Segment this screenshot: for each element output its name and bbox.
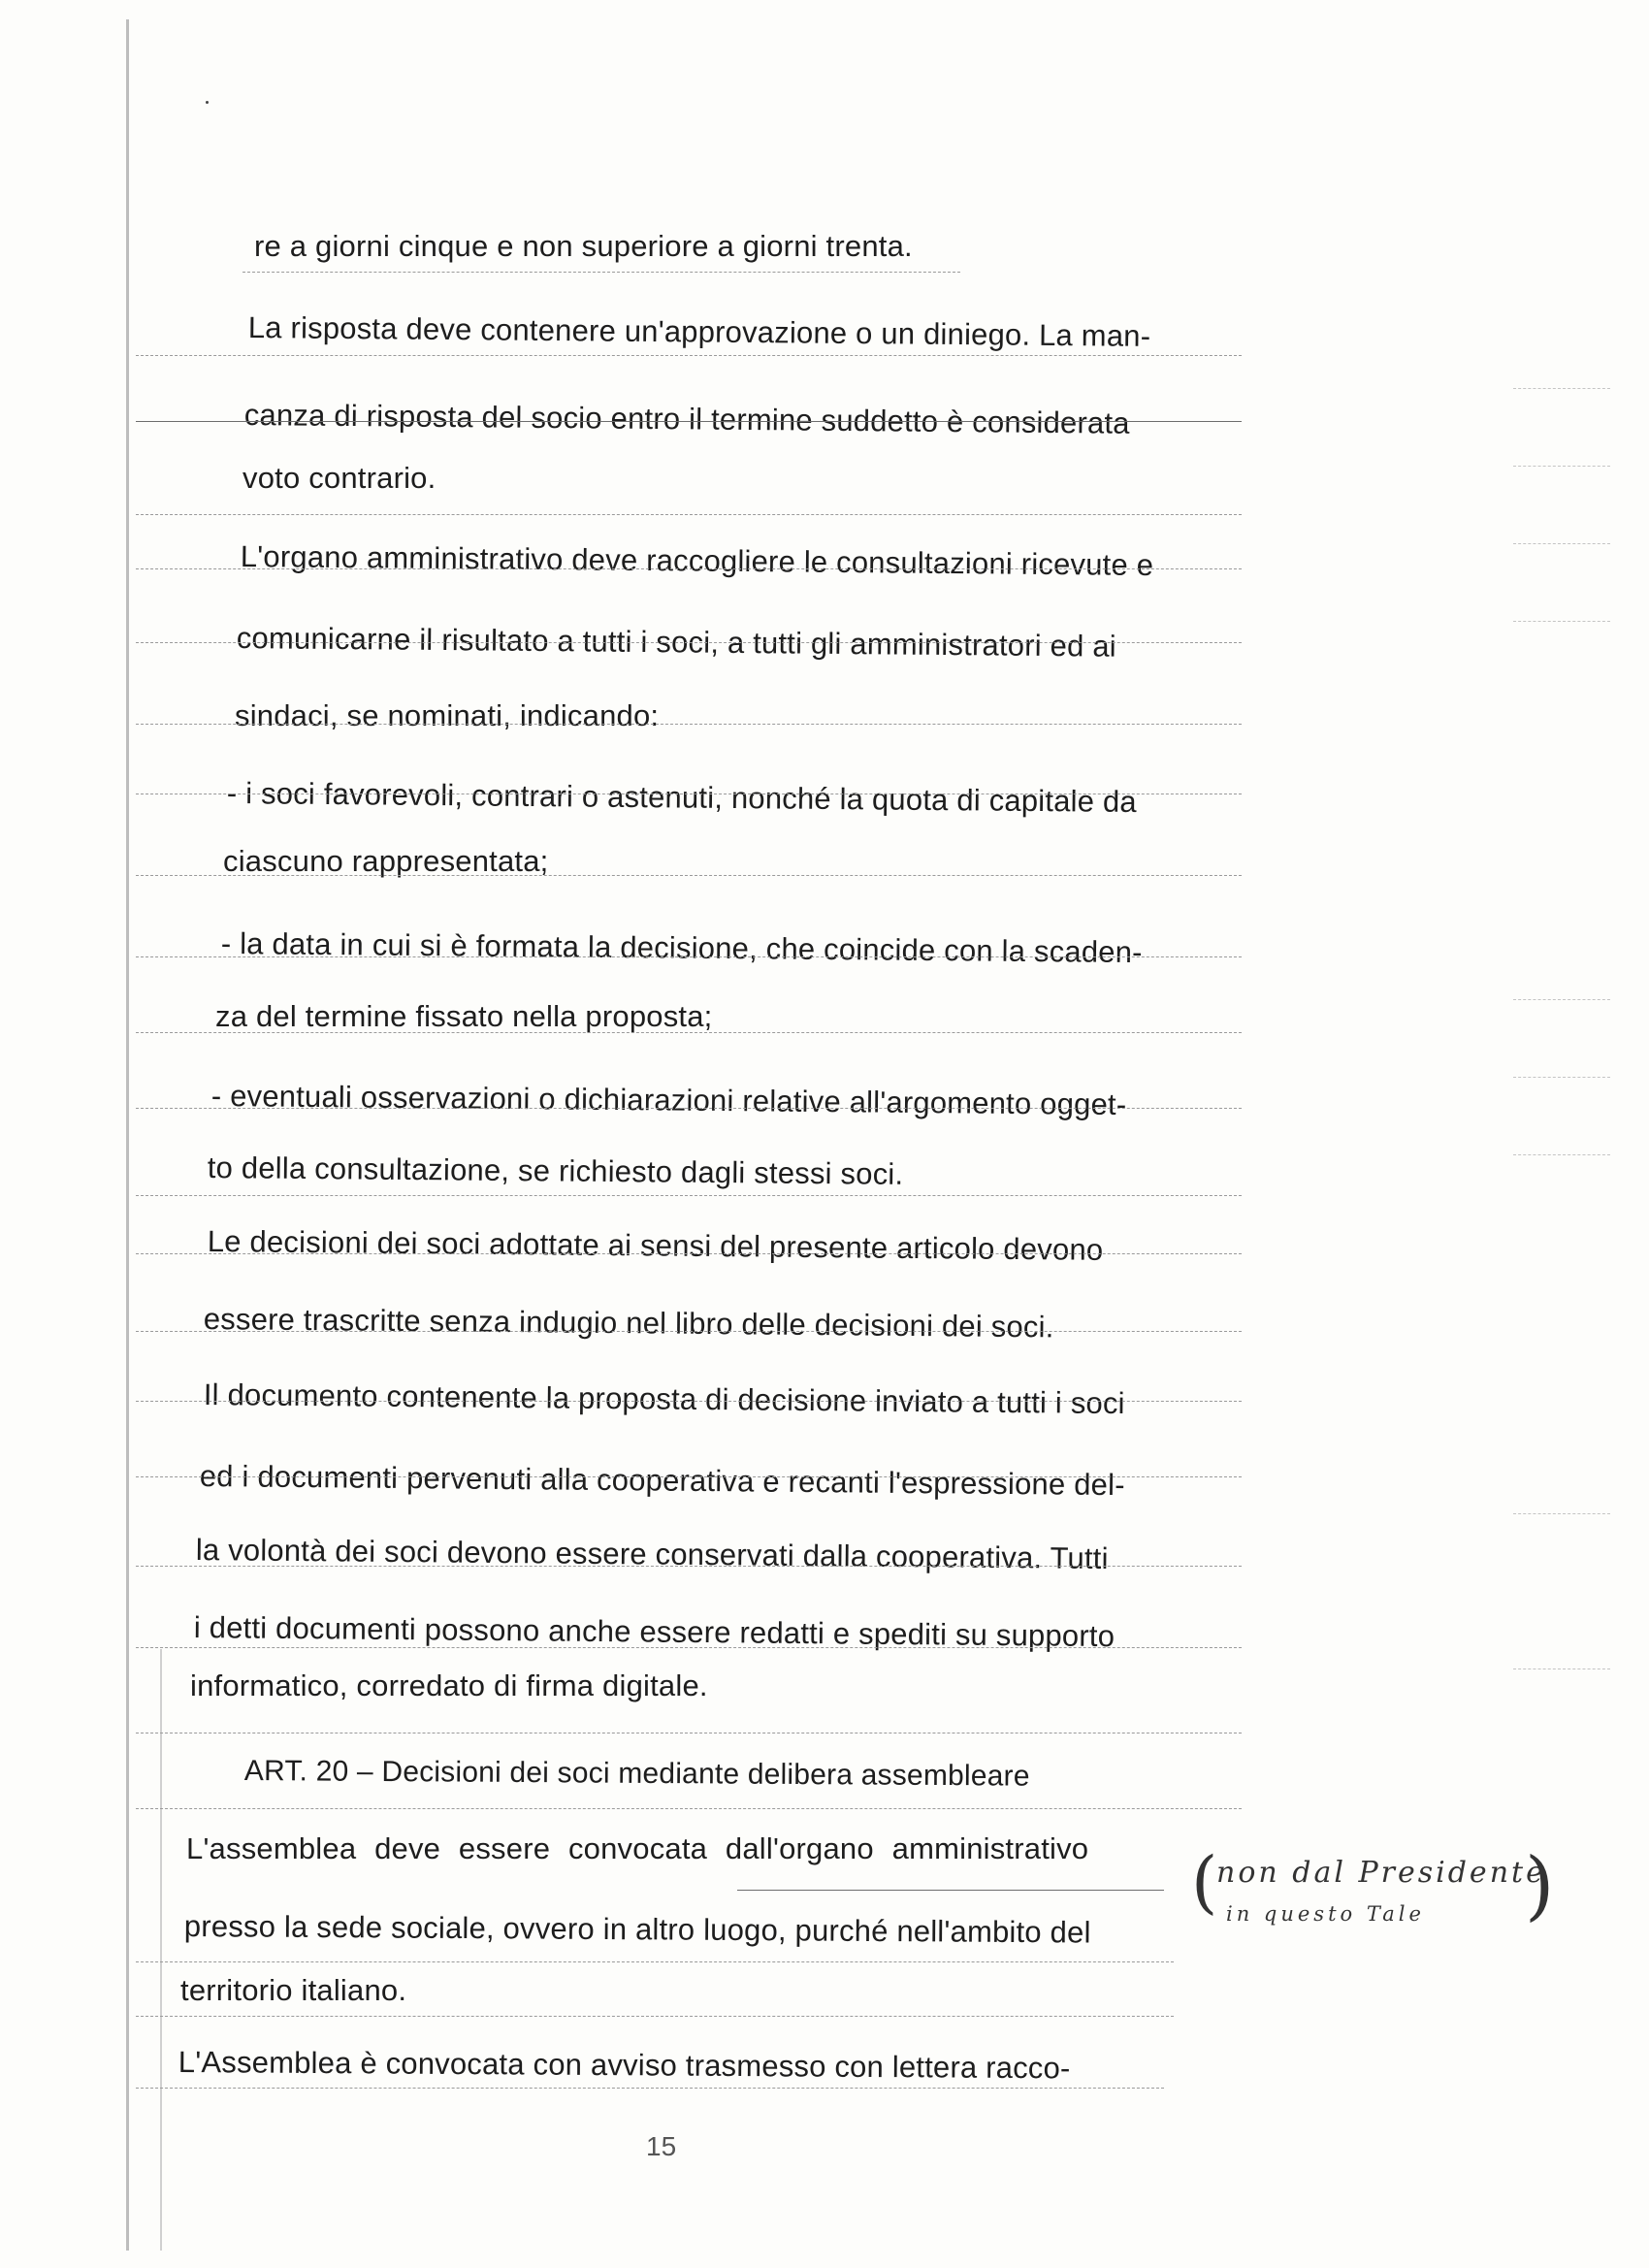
writing-rule <box>136 1808 1242 1809</box>
writing-rule <box>136 1108 1242 1109</box>
text-line: voto contrario. <box>242 461 436 495</box>
margin-rule <box>1513 388 1610 389</box>
handwritten-annotation <box>1191 1842 1560 1955</box>
article-heading: ART. 20 – Decisioni dei soci mediante delibera assembleare <box>243 1755 1030 1793</box>
close-bracket-mark: ) <box>1525 1842 1555 1929</box>
writing-rule <box>136 724 1242 725</box>
handwritten-note-line: non dal Presidente <box>1216 1856 1546 1890</box>
text-line: to della consultazione, se richiesto dagli stessi soci. <box>207 1150 904 1191</box>
writing-rule <box>136 1961 1174 1962</box>
writing-rule <box>136 355 1242 356</box>
text-line: L'Assemblea è convocata con avviso trasmesso con lettera racco- <box>178 2045 1071 2086</box>
text-line: L'assemblea deve essere convocata dall'organo amministrativo <box>186 1831 1089 1865</box>
margin-rule <box>1513 1513 1610 1514</box>
text-line: Le decisioni dei soci adottate ai sensi del presente articolo devono <box>207 1224 1104 1267</box>
text-line: presso la sede sociale, ovvero in altro luogo, purché nell'ambito del <box>183 1909 1091 1950</box>
margin-rule <box>1513 1077 1610 1078</box>
page-number: 15 <box>646 2131 677 2161</box>
text-line: informatico, corredato di firma digitale. <box>190 1669 708 1702</box>
writing-rule <box>136 2088 1164 2089</box>
margin-rule <box>1513 999 1610 1000</box>
text-line: canza di risposta del socio entro il termine suddetto è considerata <box>243 398 1130 440</box>
writing-rule <box>136 514 1242 515</box>
writing-rule <box>136 1253 1242 1254</box>
text-line: Il documento contenente la proposta di decisione inviato a tutti i soci <box>203 1377 1125 1421</box>
writing-rule <box>136 1195 1242 1196</box>
writing-rule <box>136 956 1242 957</box>
writing-rule <box>136 1566 1242 1567</box>
writing-rule <box>136 875 1242 876</box>
text-line: la volontà dei soci devono essere conservati dalla cooperativa. Tutti <box>195 1533 1109 1576</box>
writing-rule <box>136 642 1242 643</box>
underline-mark <box>737 1890 1164 1891</box>
writing-rule <box>136 2016 1174 2017</box>
text-line: - la data in cui si è formata la decisione, che coincide con la scaden- <box>220 926 1143 970</box>
margin-rule <box>1513 466 1610 467</box>
margin-rule <box>1513 621 1610 622</box>
text-line: - i soci favorevoli, contrari o astenuti, nonché la quota di capitale da <box>226 776 1138 820</box>
text-line: za del termine fissato nella proposta; <box>215 999 713 1033</box>
writing-rule <box>242 272 960 273</box>
text-line: sindaci, se nominati, indicando: <box>235 698 660 732</box>
binding-shadow <box>160 1649 162 2251</box>
text-line: - eventuali osservazioni o dichiarazioni relative all'argomento ogget- <box>210 1079 1127 1122</box>
text-line: ciascuno rappresentata; <box>223 844 549 878</box>
writing-rule <box>136 1032 1242 1033</box>
text-line: comunicarne il risultato a tutti i soci, a tutti gli amministratori ed ai <box>236 621 1117 664</box>
text-line: re a giorni cinque e non superiore a giorni trenta. <box>254 229 913 263</box>
text-line: essere trascritte senza indugio nel libro delle decisioni dei soci. <box>203 1302 1054 1345</box>
text-line: i detti documenti possono anche essere redatti e spediti su supporto <box>193 1610 1116 1654</box>
writing-rule <box>136 568 1242 569</box>
text-line: territorio italiano. <box>180 1973 407 2007</box>
margin-rule <box>1513 543 1610 544</box>
text-line: ed i documenti pervenuti alla cooperativa e recanti l'espressione del- <box>199 1459 1125 1503</box>
writing-rule <box>136 1401 1242 1402</box>
text-line: L'organo amministrativo deve raccogliere le consultazioni ricevute e <box>240 539 1154 583</box>
writing-rule <box>136 421 1242 422</box>
margin-rule <box>1513 1154 1610 1155</box>
writing-rule <box>136 1647 1242 1648</box>
text-line: La risposta deve contenere un'approvazione o un diniego. La man- <box>247 310 1151 353</box>
ink-dot <box>206 101 209 104</box>
writing-rule <box>136 1476 1242 1477</box>
open-bracket-mark: ( <box>1191 1842 1218 1922</box>
writing-rule <box>136 1331 1242 1332</box>
handwritten-note-line: in questo Tale <box>1226 1902 1425 1926</box>
binding-edge <box>126 19 129 2251</box>
